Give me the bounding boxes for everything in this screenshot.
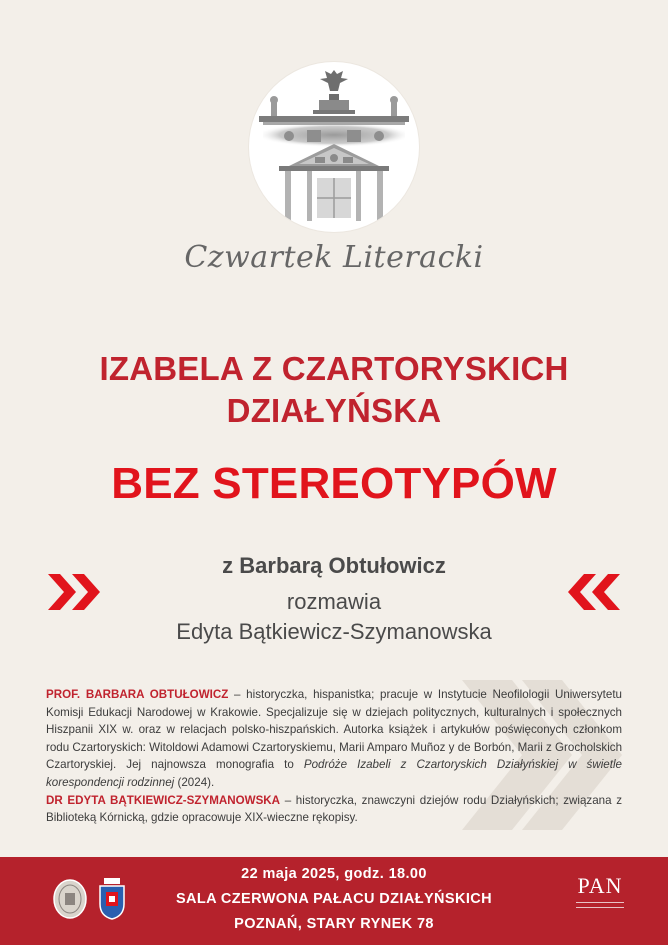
bio-text-2: – historyczka, znawczyni dziejów rodu Działyńskich; związana z Biblioteką Kórnicką, gdzie opracowuje XIX-wieczne rękopisy.: [46, 793, 622, 825]
series-title-text: Czwartek Literacki: [184, 240, 484, 275]
biographies: [46, 686, 622, 827]
series-title: [0, 240, 668, 290]
bio-text-1a: – historyczka, hispanistka; pracuje w Instytucie Neofilologii Uniwersytetu Komisji Edukacji Narodowej w Krakowie. Specjalizuje się w dziejach politycznych, kulturalnych i społecznych Hiszpanii XIX w. oraz w relacjach polsko-hiszpańskich. Autorka książek i artykułów poświęconych członkom rodu Czartoryskich: Witoldowi Adamowi Czartoryskiemu, Marii Amparo Muñoz y de Borbón, Marii z Grocholskich Czartoryskiej. Jej najnowsza monografia to: [46, 688, 623, 772]
bio-book-title: Podróże Izabeli z Czartoryskich Działyńskiej w świetle korespondencji rodzinnej: [46, 758, 622, 789]
palace-facade-illustration: [249, 62, 419, 232]
pan-logo-text: PAN: [577, 873, 623, 898]
bio-paragraph-1: [46, 686, 622, 792]
library-seal-logo: [53, 879, 87, 919]
event-date: 22 maja 2025, godz. 18.00: [241, 866, 427, 882]
conversation-verb: rozmawia: [286, 589, 382, 614]
event-venue: SALA CZERWONA PAŁACU DZIAŁYŃSKICH: [175, 891, 493, 907]
event-title: [0, 348, 668, 432]
pan-logo: [570, 874, 630, 918]
bio-name-1: PROF. BARBARA OBTUŁOWICZ: [46, 688, 229, 701]
guest-name: z Barbarą Obtułowicz: [222, 553, 446, 578]
bio-text-1b: (2024).: [174, 775, 215, 789]
pan-logo-subtitle-line: [576, 902, 624, 908]
bio-paragraph-2: [46, 792, 622, 827]
event-address: POZNAŃ, STARY RYNEK 78: [234, 916, 434, 932]
coat-of-arms-logo: [98, 878, 126, 920]
event-title-line-2: DZIAŁYŃSKA: [226, 392, 442, 429]
host-name: Edyta Bątkiewicz-Szymanowska: [176, 619, 492, 644]
bio-name-2: DR EDYTA BĄTKIEWICZ-SZYMANOWSKA: [46, 793, 281, 807]
event-subtitle: BEZ STEREOTYPÓW: [111, 459, 557, 508]
event-title-line-1: IZABELA Z CZARTORYSKICH: [99, 350, 569, 387]
